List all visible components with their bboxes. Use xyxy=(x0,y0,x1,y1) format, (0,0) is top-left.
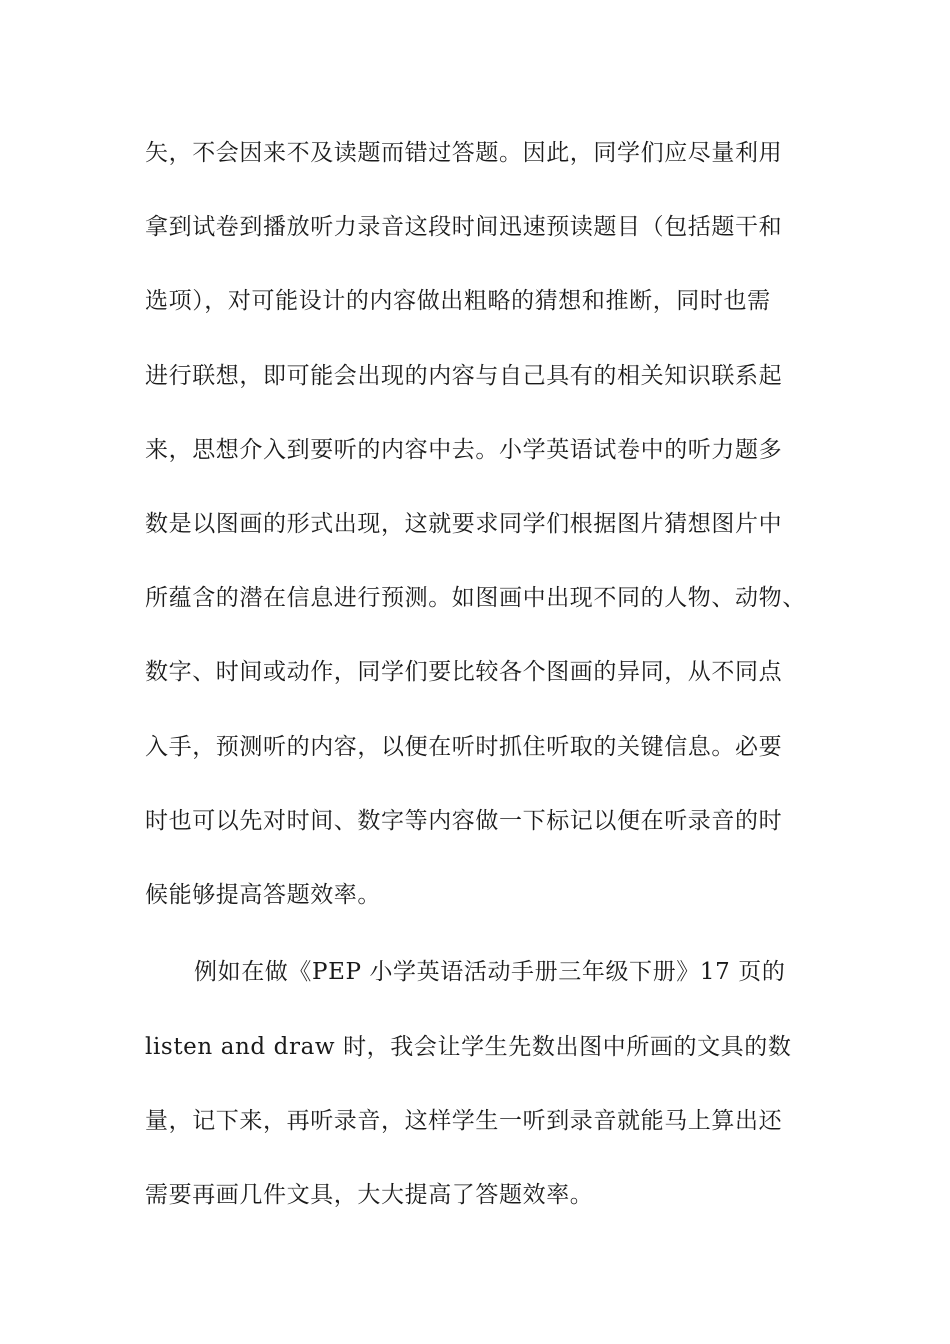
paragraph-2-line-3: 量，记下来，再听录音，这样学生一听到录音就能马上算出还 xyxy=(145,1108,783,1134)
paragraph-1-line-9: 入手，预测听的内容，以便在听时抓住听取的关键信息。必要 xyxy=(145,734,783,760)
paragraph-1-line-6: 数是以图画的形式出现，这就要求同学们根据图片猜想图片中 xyxy=(145,511,783,537)
paragraph-1-line-8: 数字、时间或动作，同学们要比较各个图画的异同，从不同点 xyxy=(145,659,783,685)
paragraph-1-line-2: 拿到试卷到播放听力录音这段时间迅速预读题目（包括题干和 xyxy=(145,214,783,240)
paragraph-1-line-5: 来，思想介入到要听的内容中去。小学英语试卷中的听力题多 xyxy=(145,437,783,463)
paragraph-2-line-1: 例如在做《PEP 小学英语活动手册三年级下册》17 页的 xyxy=(194,959,786,985)
paragraph-2-line-2: listen and draw 时，我会让学生先数出图中所画的文具的数 xyxy=(145,1034,792,1060)
paragraph-1-line-11: 候能够提高答题效率。 xyxy=(145,882,381,908)
paragraph-2-line-4: 需要再画几件文具，大大提高了答题效率。 xyxy=(145,1182,594,1208)
paragraph-1-line-1: 矢，不会因来不及读题而错过答题。因此，同学们应尽量利用 xyxy=(145,140,783,166)
paragraph-1-line-7: 所蕴含的潜在信息进行预测。如图画中出现不同的人物、动物、 xyxy=(145,585,806,611)
paragraph-1-line-10: 时也可以先对时间、数字等内容做一下标记以便在听录音的时 xyxy=(145,808,783,834)
paragraph-1-line-3: 选项），对可能设计的内容做出粗略的猜想和推断，同时也需 xyxy=(145,288,771,314)
paragraph-1-line-4: 进行联想，即可能会出现的内容与自己具有的相关知识联系起 xyxy=(145,363,783,389)
